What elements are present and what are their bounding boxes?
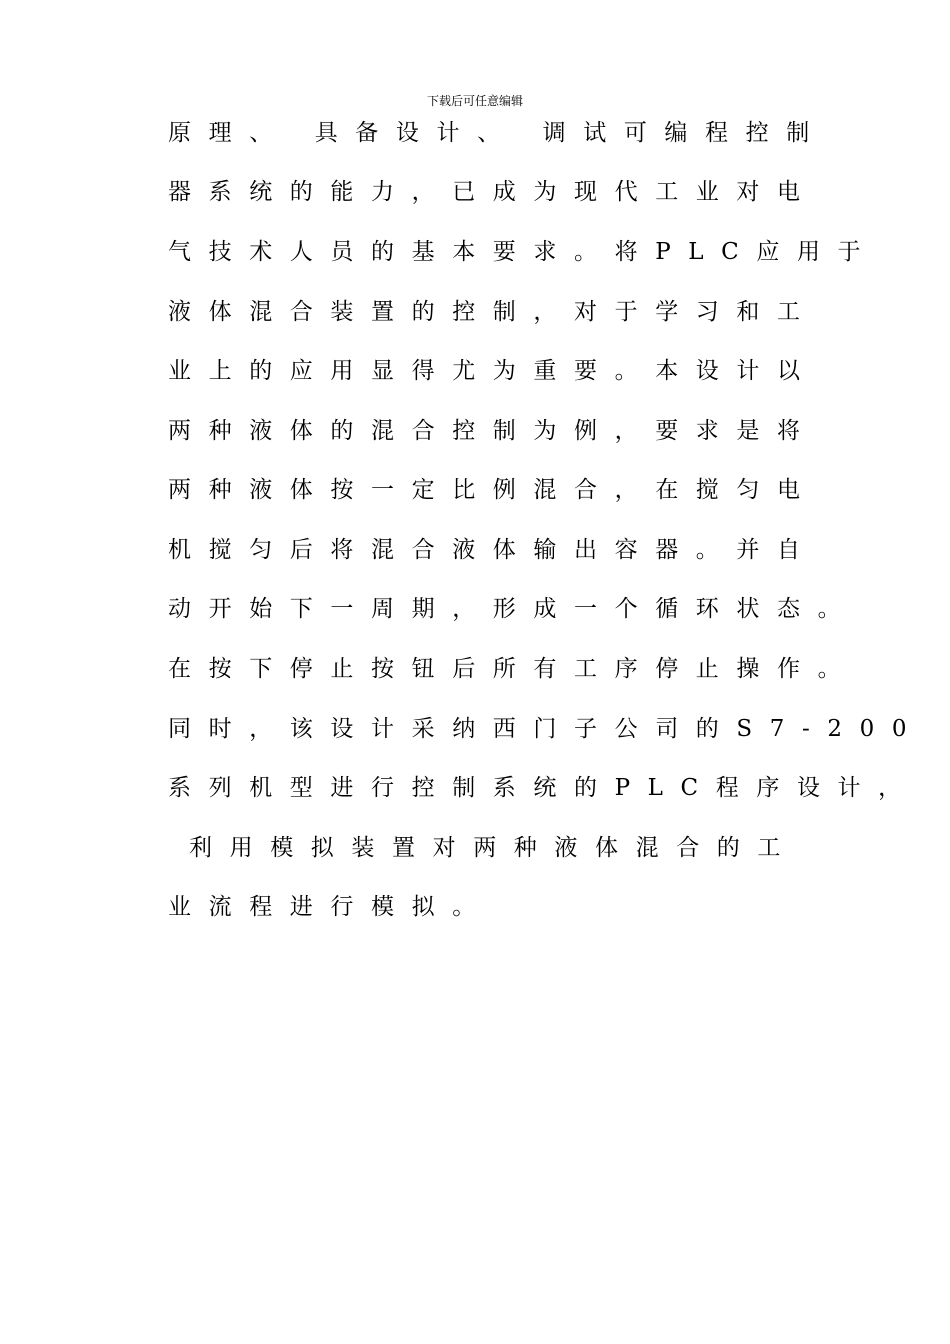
text-line: 动开始下一周期，形成一个循环状态。 <box>168 596 859 622</box>
text-line: 业流程进行模拟。 <box>168 894 493 920</box>
text-line: 两种液体的混合控制为例，要求是将 <box>168 418 818 444</box>
text-line: 原理、 具备设计、 调试可编程控制 <box>168 120 827 146</box>
text-line: 在按下停止按钮后所有工序停止操作。 <box>168 656 859 682</box>
text-line: 系列机型进行控制系统的PLC程序设计， <box>168 775 919 801</box>
text-line: 业上的应用显得尤为重要。本设计以 <box>168 358 818 384</box>
text-line: 利用模拟装置对两种液体混合的工 <box>189 835 798 861</box>
page-header: 下载后可任意编辑 <box>426 94 523 108</box>
text-line: 气技术人员的基本要求。将PLC应用于 <box>168 239 879 265</box>
text-line: 同时，该设计采纳西门子公司的S7-200 <box>168 716 925 742</box>
text-line: 液体混合装置的控制，对于学习和工 <box>168 299 818 325</box>
text-line: 两种液体按一定比例混合，在搅匀电 <box>168 477 818 503</box>
text-line: 器系统的能力，已成为现代工业对电 <box>168 179 818 205</box>
text-line: 机搅匀后将混合液体输出容器。并自 <box>168 537 818 563</box>
